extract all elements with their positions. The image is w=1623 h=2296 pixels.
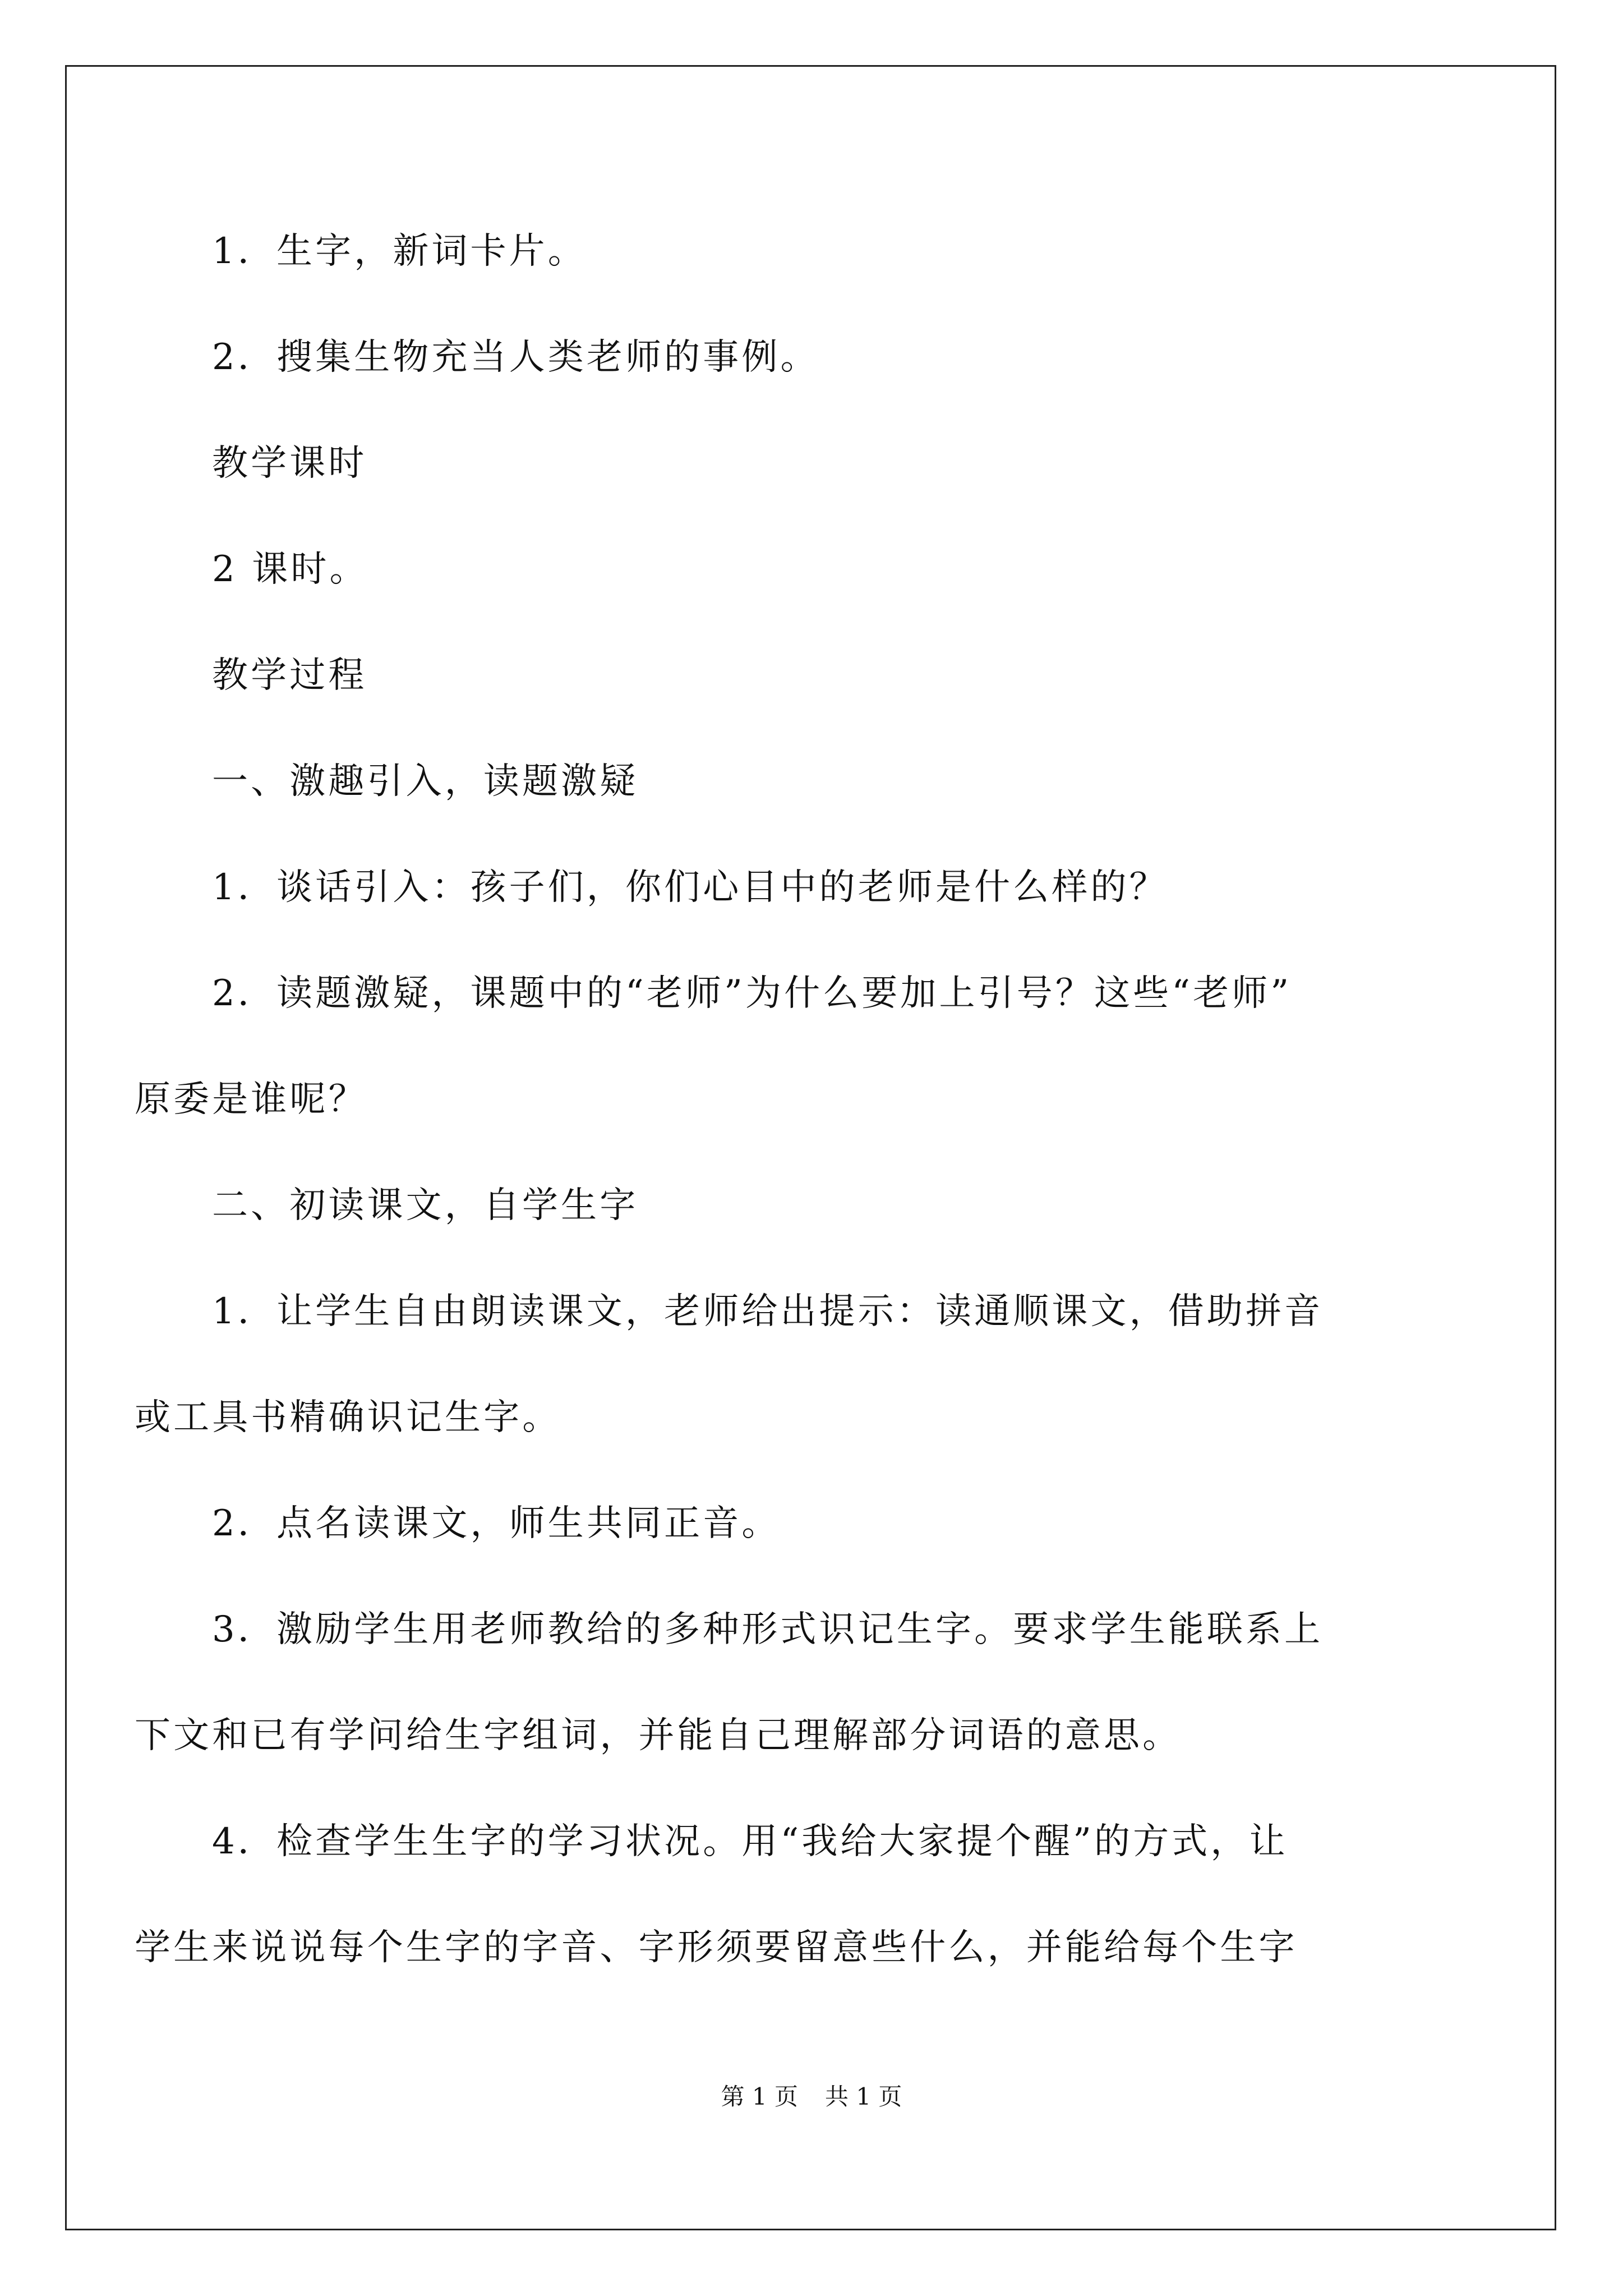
text-line: 1．让学生自由朗读课文，老师给出提示：读通顺课文，借助拼音: [212, 1291, 1324, 1332]
text-line: 教学课时: [212, 443, 367, 484]
page-number-current: 第 1 页: [721, 2083, 798, 2110]
text-line: 1．生字，新词卡片。: [212, 231, 587, 272]
page-footer: [0, 2085, 1623, 2109]
page-number-total: 共 1 页: [825, 2083, 902, 2110]
text-line: 教学过程: [212, 655, 367, 696]
text-line: 1．谈话引入：孩子们，你们心目中的老师是什么样的？: [212, 867, 1168, 908]
text-line: 下文和已有学问给生字组词，并能自己理解部分词语的意思。: [135, 1715, 1182, 1756]
text-line: 3．激励学生用老师教给的多种形式识记生字。要求学生能联系上: [212, 1609, 1324, 1650]
text-line: 2 课时。: [212, 549, 368, 590]
text-line: 2．点名读课文，师生共同正音。: [212, 1503, 781, 1544]
text-line: 2．读题激疑，课题中的“老师”为什么要加上引号？这些“老师”: [212, 973, 1292, 1014]
text-line: 学生来说说每个生字的字音、字形须要留意些什么，并能给每个生字: [135, 1927, 1298, 1968]
text-line: 4．检查学生生字的学习状况。用“我给大家提个醒”的方式，让: [212, 1821, 1288, 1862]
text-line: 原委是谁呢？: [135, 1079, 367, 1120]
text-line: 一、激趣引入，读题激疑: [212, 761, 639, 802]
text-line: 二、初读课文，自学生字: [212, 1185, 639, 1226]
text-line: 或工具书精确识记生字。: [135, 1397, 561, 1438]
text-line: 2．搜集生物充当人类老师的事例。: [212, 337, 819, 378]
